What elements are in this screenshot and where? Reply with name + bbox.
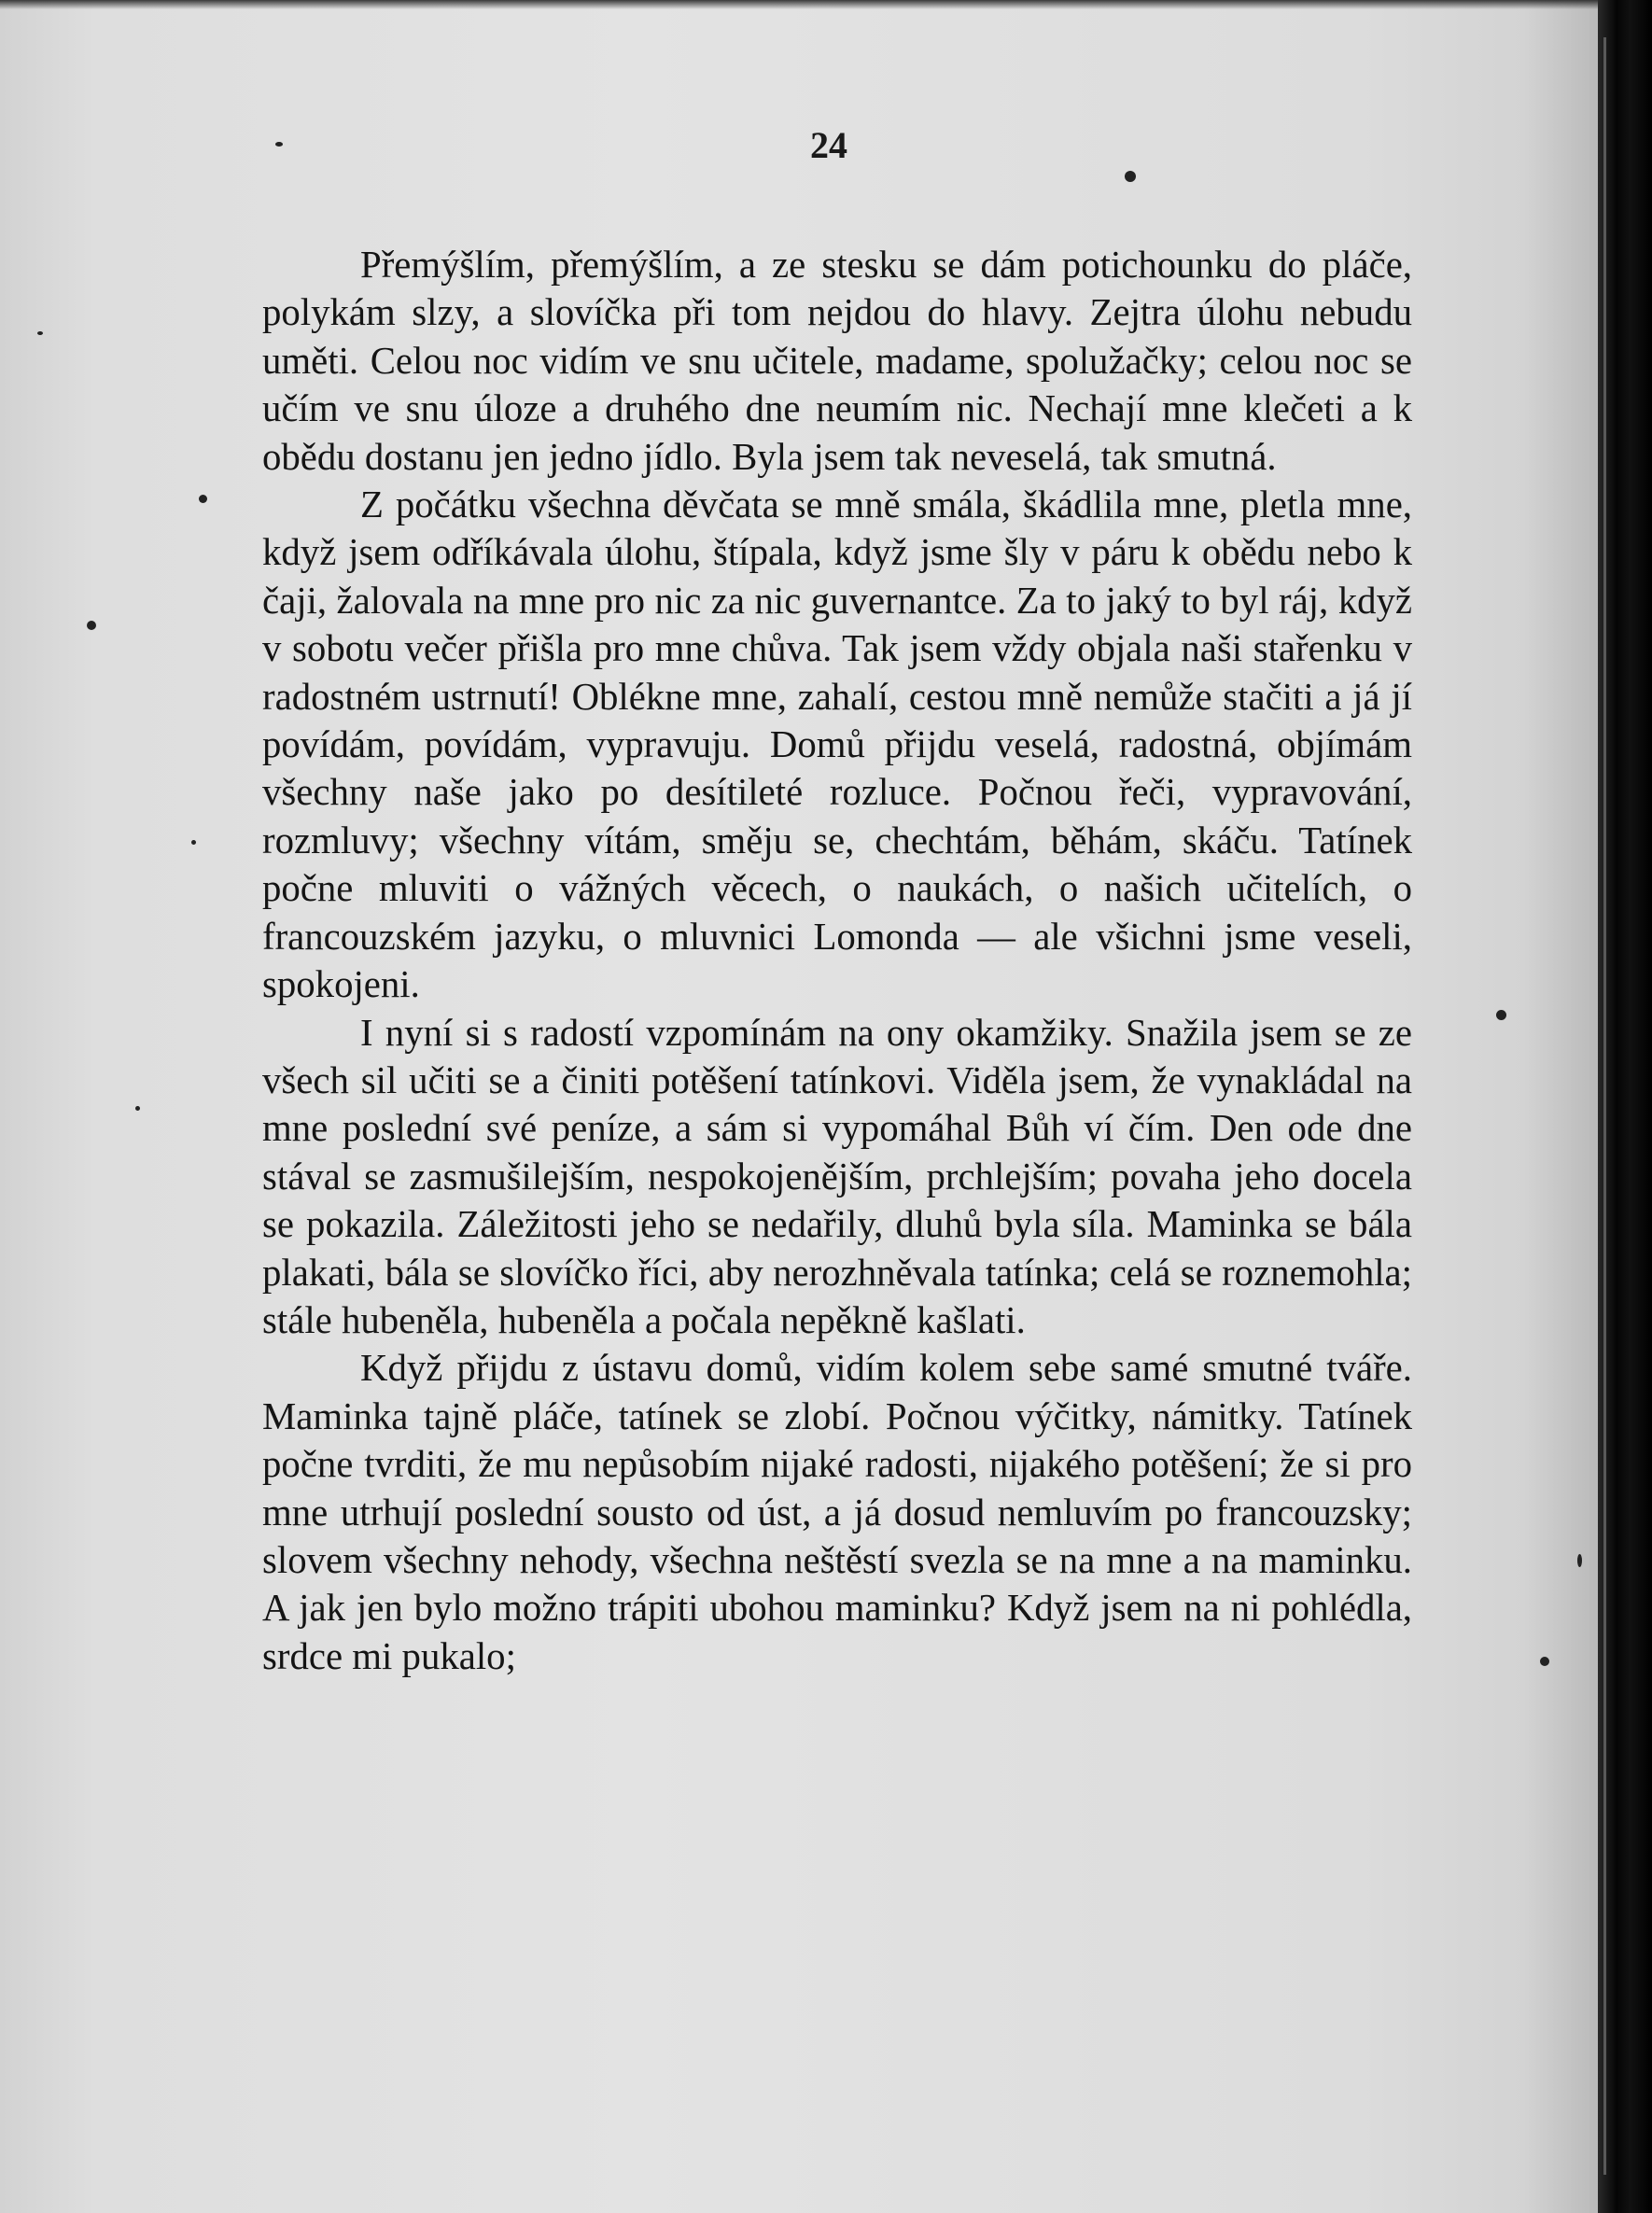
body-text bbox=[262, 241, 1412, 1680]
scan-speck bbox=[37, 331, 43, 335]
paragraph-1: Přemýšlím, přemýšlím, a ze stesku se dám potichounku do pláče, polykám slzy, a slovíčka při tom nejdou do hlavy. Zejtra úlohu nebudu uměti. Celou noc vidím ve snu učitele, madame, spolužačky; celou noc se učím ve snu úloze a druhého dne neumím nic. Nechají mne klečeti a k obědu dostanu jen jedno jídlo. Byla jsem tak neveselá, tak smutná. bbox=[262, 244, 1412, 478]
scan-speck bbox=[199, 495, 207, 503]
page-top-edge bbox=[0, 0, 1598, 9]
page-number: 24 bbox=[810, 124, 847, 166]
gutter-shadow bbox=[1523, 0, 1598, 2213]
scan-speck bbox=[275, 142, 283, 147]
scan-speck bbox=[1540, 1657, 1549, 1666]
scan-speck bbox=[1577, 1554, 1582, 1567]
scan-speck bbox=[1496, 1010, 1506, 1020]
paragraph-4: Když přijdu z ústavu domů, vidím kolem sebe samé smutné tváře. Maminka tajně pláče, tatínek se zlobí. Počnou výčitky, námitky. Tatínek počne tvrditi, že mu nepůsobím nijaké radosti, nijakého potěšení; že si pro mne utrhují poslední sousto od úst, a já dosud nemluvím po francouzsky; slovem všechny nehody, všechna neštěstí svezla se na mne a na maminku. A jak jen bylo možno trápiti ubohou maminku? Když jsem na ni pohlédla, srdce mi pukalo; bbox=[262, 1347, 1412, 1677]
scan-speck bbox=[1125, 171, 1136, 182]
spine-highlight bbox=[1603, 37, 1606, 2175]
paragraph-3: I nyní si s radostí vzpomínám na ony okamžiky. Snažila jsem se ze všech sil učiti se a činiti potěšení tatínkovi. Viděla jsem, že vynakládal na mne poslední své peníze, a sám si vypomáhal Bůh ví čím. Den ode dne stával se zasmušilejším, nespokojenějším, prchlejším; povaha jeho docela se pokazila. Záležitosti jeho se nedařily, dluhů byla síla. Maminka se bála plakati, bála se slovíčko říci, aby nerozhněvala tatínka; celá se roznemohla; stále hubeněla, hubeněla a počala nepěkně kašlati. bbox=[262, 1011, 1412, 1341]
paragraph-2: Z počátku všechna děvčata se mně smála, škádlila mne, pletla mne, když jsem odříkávala úlohu, štípala, když jsme šly v páru k obědu nebo k čaji, žalovala na mne pro nic za nic guvernantce. Za to jaký to byl ráj, když v sobotu večer přišla pro mne chůva. Tak jsem vždy objala naši stařenku v radostném ustrnutí! Oblékne mne, zahalí, cestou mně nemůže stačiti a já jí povídám, povídám, vypravuju. Domů přijdu veselá, radostná, objímám všechny naše jako po desítileté rozluce. Počnou řeči, vypravování, rozmluvy; všechny vítám, směju se, chechtám, běhám, skáču. Tatínek počne mluviti o vážných věcech, o naukách, o našich učitelích, o francouzském jazyku, o mluvnici Lomonda — ale všichni jsme veseli, spokojeni. bbox=[262, 483, 1412, 1006]
scan-speck bbox=[87, 621, 96, 630]
scan-speck bbox=[191, 840, 196, 845]
scan-speck bbox=[135, 1106, 140, 1111]
